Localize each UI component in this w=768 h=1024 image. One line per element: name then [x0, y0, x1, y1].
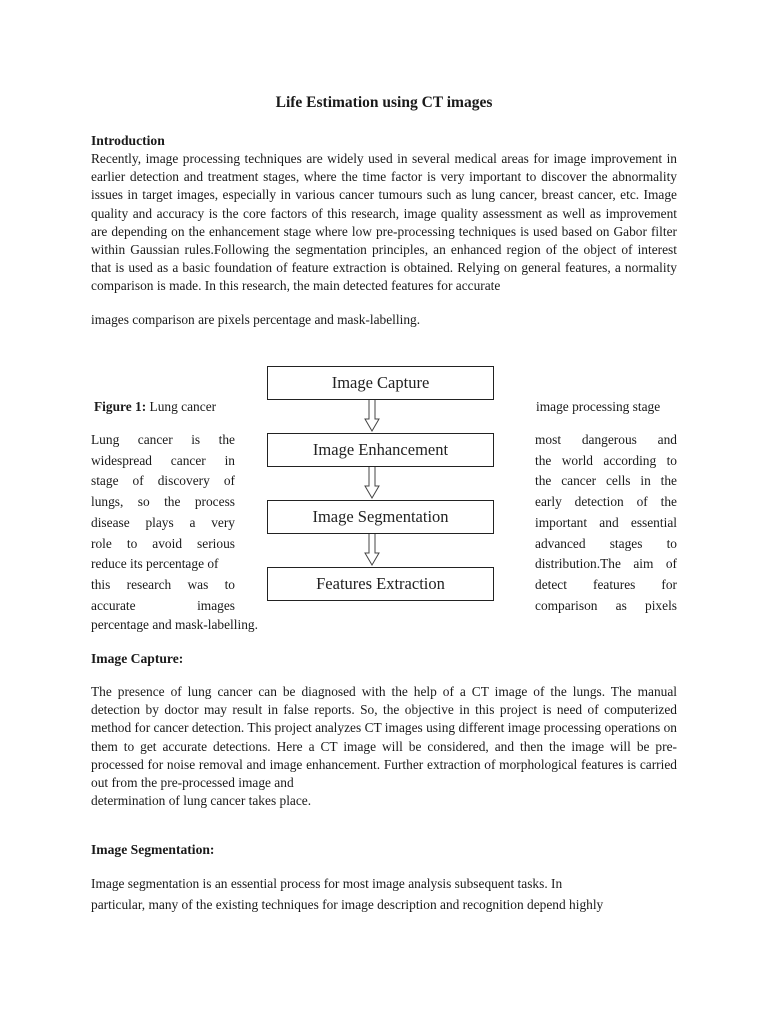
right-line: comparison as pixels [535, 597, 677, 613]
right-line: the cancer cells in the [535, 473, 677, 489]
document-title: Life Estimation using CT images [275, 94, 493, 111]
image-capture-paragraph-last-line: determination of lung cancer takes place. [91, 793, 312, 808]
left-line: Lung cancer is the [91, 432, 235, 447]
right-line: distribution.The aim of [535, 556, 677, 572]
flow-arrow-2 [364, 467, 380, 499]
flow-box-image-capture: Image Capture [267, 366, 494, 400]
left-line: stage of discovery of [91, 473, 235, 489]
flow-arrow-3 [364, 534, 380, 566]
left-line: this research was to [91, 576, 235, 592]
left-line: disease plays a very [91, 514, 235, 530]
flow-box-image-segmentation: Image Segmentation [267, 500, 494, 534]
image-segmentation-heading: Image Segmentation: [91, 842, 215, 857]
left-line: widespread cancer in [91, 452, 235, 468]
image-segmentation-line-2: particular, many of the existing techniques for image description and recognition depend highly [91, 897, 604, 912]
figure-caption-left [94, 399, 216, 415]
figure-caption-right: image processing stage [536, 399, 661, 414]
flow-arrow-1 [364, 400, 380, 432]
left-line: reduce its percentage of [91, 556, 219, 572]
image-capture-heading: Image Capture: [91, 651, 184, 666]
right-line: detect features for [535, 576, 677, 592]
right-line: the world according to [535, 452, 677, 468]
figure-caption-number: Figure 1: [94, 399, 147, 414]
image-capture-paragraph: The presence of lung cancer can be diagnosed with the help of a CT image of the lungs. The manual detection by doctor may result in false reports. So, the objective in this project is need of computerized method for cancer detection. This project analyzes CT images using different image processing operations on them to get accurate detections. Here a CT image will be considered, and then the image will be pre-processed for noise removal and image enhancement. Further extraction of morphological features is carried out from the pre-processed image and [91, 684, 677, 791]
intro-paragraph-last-line: images comparison are pixels percentage and mask-labelling. [91, 312, 421, 327]
wrapped-text-right-column [535, 430, 677, 616]
flow-box-image-enhancement: Image Enhancement [267, 433, 494, 467]
intro-heading: Introduction [91, 133, 165, 148]
left-line: accurate images [91, 597, 235, 613]
wrapped-text-left-column [91, 430, 235, 616]
wrapped-text-tail: percentage and mask-labelling. [91, 617, 258, 632]
figure-caption-text: Lung cancer [146, 399, 217, 414]
right-line: important and essential [535, 514, 677, 530]
intro-paragraph: Recently, image processing techniques are widely used in several medical areas for image improvement in earlier detection and treatment stages, where the time factor is very important to discover the abnormality issues in target images, especially in various cancer tumours such as lung cancer, breast cancer, etc. Image quality and accuracy is the core factors of this research, image quality assessment as well as improvement are depending on the enhancement stage where low pre-processing techniques is used based on Gabor filter within Gaussian rules.Following the segmentation principles, an enhanced region of the object of interest that is used as a basic foundation of feature extraction is obtained. Relying on general features, a normality comparison is made. In this research, the main detected features for accurate [91, 151, 677, 294]
right-line: most dangerous and [535, 432, 677, 447]
flow-box-features-extraction: Features Extraction [267, 567, 494, 601]
right-line: advanced stages to [535, 535, 677, 551]
image-segmentation-line-1: Image segmentation is an essential process for most image analysis subsequent tasks. In [91, 876, 563, 891]
right-line: early detection of the [535, 494, 677, 510]
left-line: lungs, so the process [91, 494, 235, 510]
left-line: role to avoid serious [91, 535, 235, 551]
